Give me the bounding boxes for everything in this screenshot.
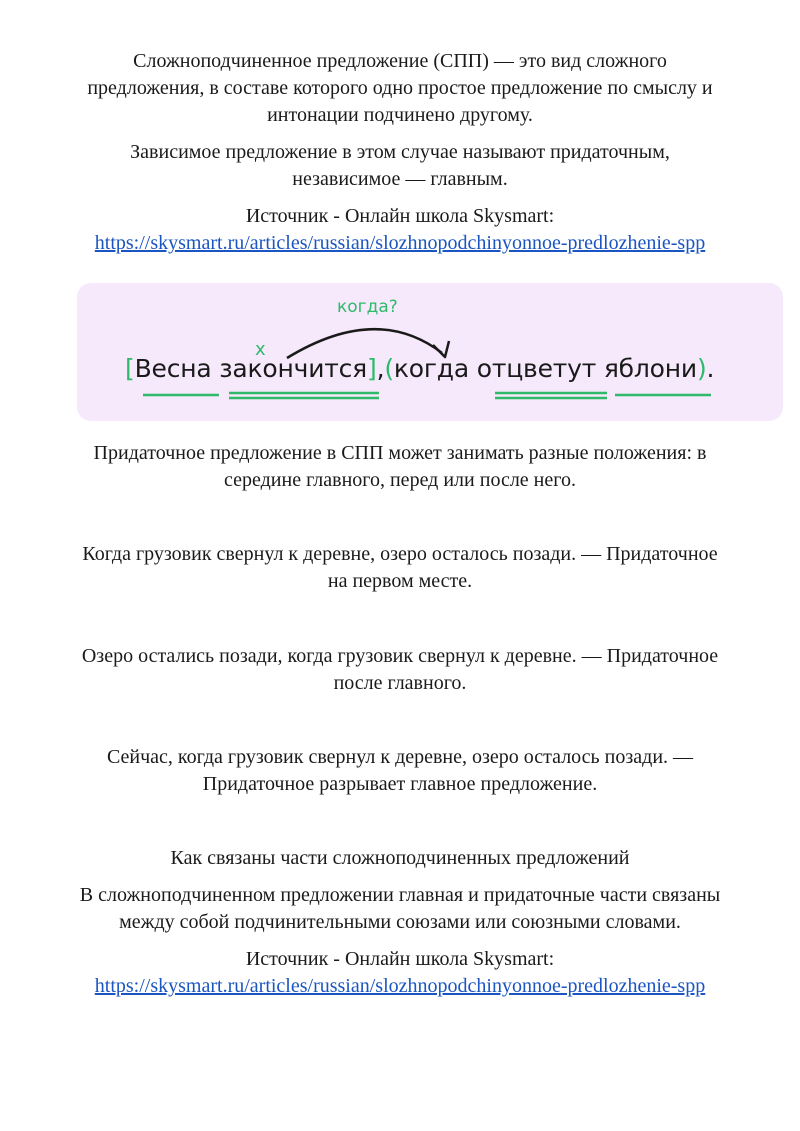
- sentence-diagram: [77, 283, 783, 421]
- sub-open-paren: (: [384, 354, 394, 383]
- positions-line-2: середине главного, перед или после него.: [224, 469, 576, 491]
- positions-paragraph: [40, 440, 760, 494]
- source-1-link[interactable]: https://skysmart.ru/articles/russian/slozhnopodchinyonnoe-predlozhenie-spp: [94, 232, 706, 254]
- example-1-line-2: на первом месте.: [327, 570, 473, 592]
- intro-line-1: Сложноподчиненное предложение (СПП) — это вид сложного: [133, 50, 667, 72]
- positions-line-1: Придаточное предложение в СПП может занимать разные положения: в: [93, 442, 707, 464]
- example-3-line-1: Сейчас, когда грузовик свернул к деревне, озеро осталось позади. —: [106, 746, 694, 768]
- source-2-paragraph: [40, 946, 760, 1000]
- example-2-line-2: после главного.: [333, 672, 467, 694]
- source-2-label: Источник - Онлайн школа Skysmart:: [245, 948, 555, 970]
- intro-paragraph: [40, 48, 760, 129]
- example-1-paragraph: [40, 541, 760, 595]
- period: .: [706, 354, 715, 383]
- link-paragraph: [40, 882, 760, 936]
- example-3-line-2: Придаточное разрывает главное предложение.: [202, 773, 598, 795]
- example-sentence: [125, 353, 714, 385]
- word-yabloni: яблони: [603, 354, 697, 383]
- example-2-paragraph: [40, 643, 760, 697]
- main-close-bracket: ]: [367, 354, 377, 383]
- comma: ,: [376, 354, 385, 383]
- word-zakonchitsya: закончится: [219, 354, 367, 383]
- heading-parts-linked: Как связаны части сложноподчиненных предложений: [170, 847, 630, 869]
- example-1-line-1: Когда грузовик свернул к деревне, озеро осталось позади. — Придаточное: [82, 543, 718, 565]
- question-label: когда?: [337, 297, 398, 317]
- link-line-1: В сложноподчиненном предложении главная и придаточные части связаны: [79, 884, 721, 906]
- intro-line-2: предложения, в составе которого одно простое предложение по смыслу и: [87, 77, 713, 99]
- word-kogda: когда: [393, 354, 470, 383]
- sub-close-paren: ): [696, 354, 707, 383]
- example-2-line-1: Озеро остались позади, когда грузовик свернул к деревне. — Придаточное: [81, 645, 719, 667]
- intro-line-3: интонации подчинено другому.: [267, 104, 533, 126]
- dependent-line-1: Зависимое предложение в этом случае называют придаточным,: [130, 141, 670, 163]
- source-1-paragraph: [40, 203, 760, 257]
- diagram-graphics: [77, 283, 783, 421]
- conjunction-mark: х: [255, 339, 266, 360]
- source-1-label: Источник - Онлайн школа Skysmart:: [245, 205, 555, 227]
- main-open-bracket: [: [125, 354, 135, 383]
- source-2-link[interactable]: https://skysmart.ru/articles/russian/slozhnopodchinyonnoe-predlozhenie-spp: [94, 975, 706, 997]
- word-vesna: Весна: [134, 354, 212, 383]
- word-ottsvetut: отцветут: [476, 354, 597, 383]
- dependent-paragraph: [40, 139, 760, 193]
- section-heading: [40, 845, 760, 872]
- example-3-paragraph: [40, 744, 760, 798]
- dependent-line-2: независимое — главным.: [292, 168, 508, 190]
- link-line-2: между собой подчинительными союзами или союзными словами.: [119, 911, 681, 933]
